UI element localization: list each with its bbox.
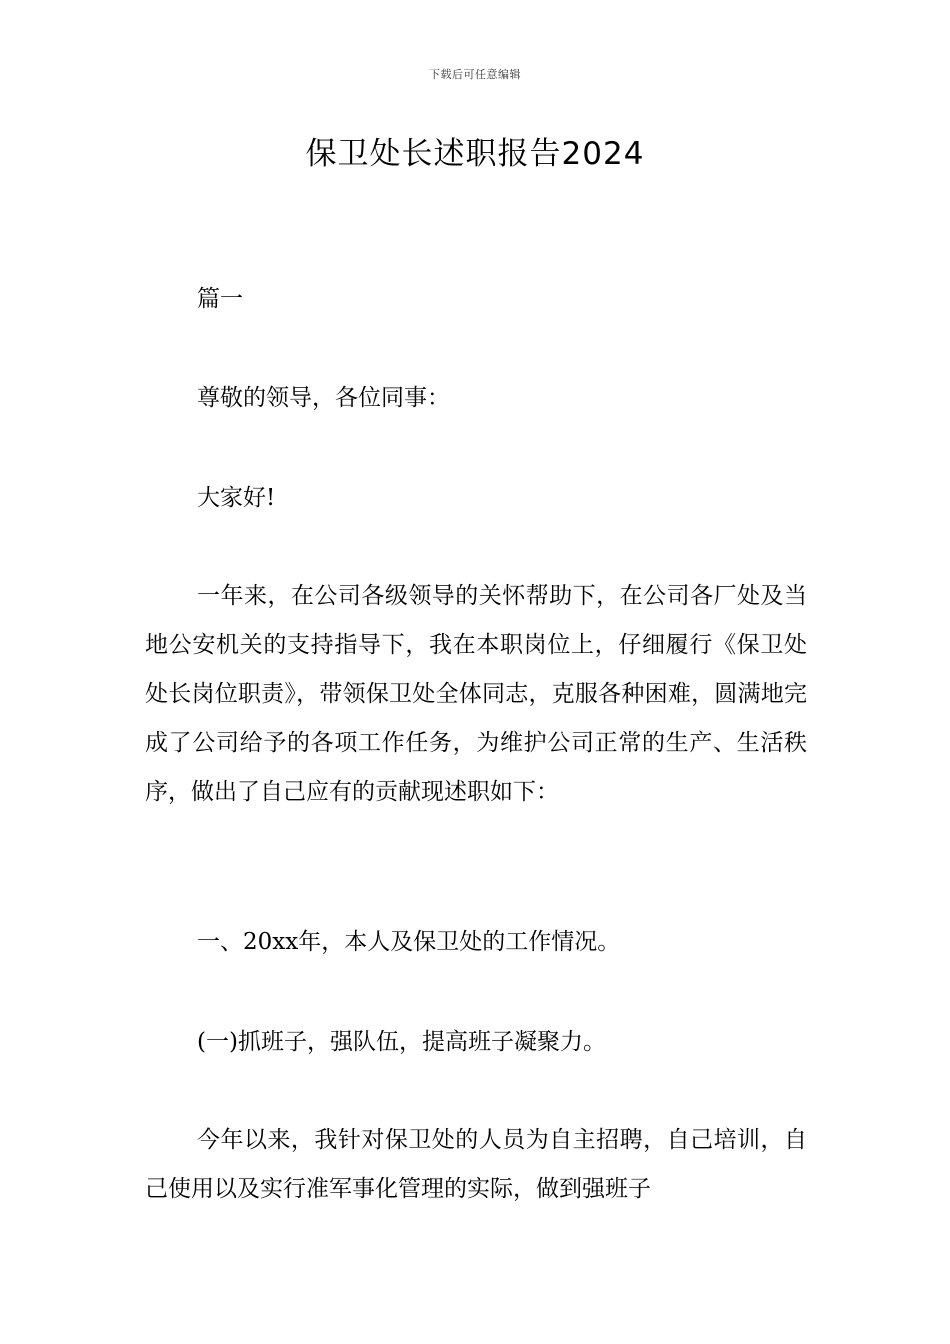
page-header-note: 下载后可任意编辑 bbox=[429, 68, 521, 81]
salutation-paragraph: 尊敬的领导，各位同事： bbox=[197, 385, 450, 411]
subsection-heading: (一)抓班子，强队伍，提高班子凝聚力。 bbox=[197, 1029, 606, 1055]
intro-paragraph: 一年来，在公司各级领导的关怀帮助下，在公司各厂处及当地公安机关的支持指导下，我在本职岗位上，仔细履行《保卫处处长岗位职责》，带领保卫处全体同志，克服各种困难，圆满地完成了公司给予的各项工作任务，为维护公司正常的生产、生活秩序，做出了自己应有的贡献现述职如下： bbox=[145, 583, 807, 805]
greeting-paragraph: 大家好! bbox=[197, 485, 276, 511]
body-paragraph: 今年以来，我针对保卫处的人员为自主招聘，自己培训，自己使用以及实行准军事化管理的实际，做到强班子 bbox=[145, 1127, 807, 1202]
section-heading: 一、20xx年，本人及保卫处的工作情况。 bbox=[197, 929, 621, 955]
document-title: 保卫处长述职报告2024 bbox=[305, 136, 645, 172]
part-label: 篇一 bbox=[197, 286, 243, 312]
